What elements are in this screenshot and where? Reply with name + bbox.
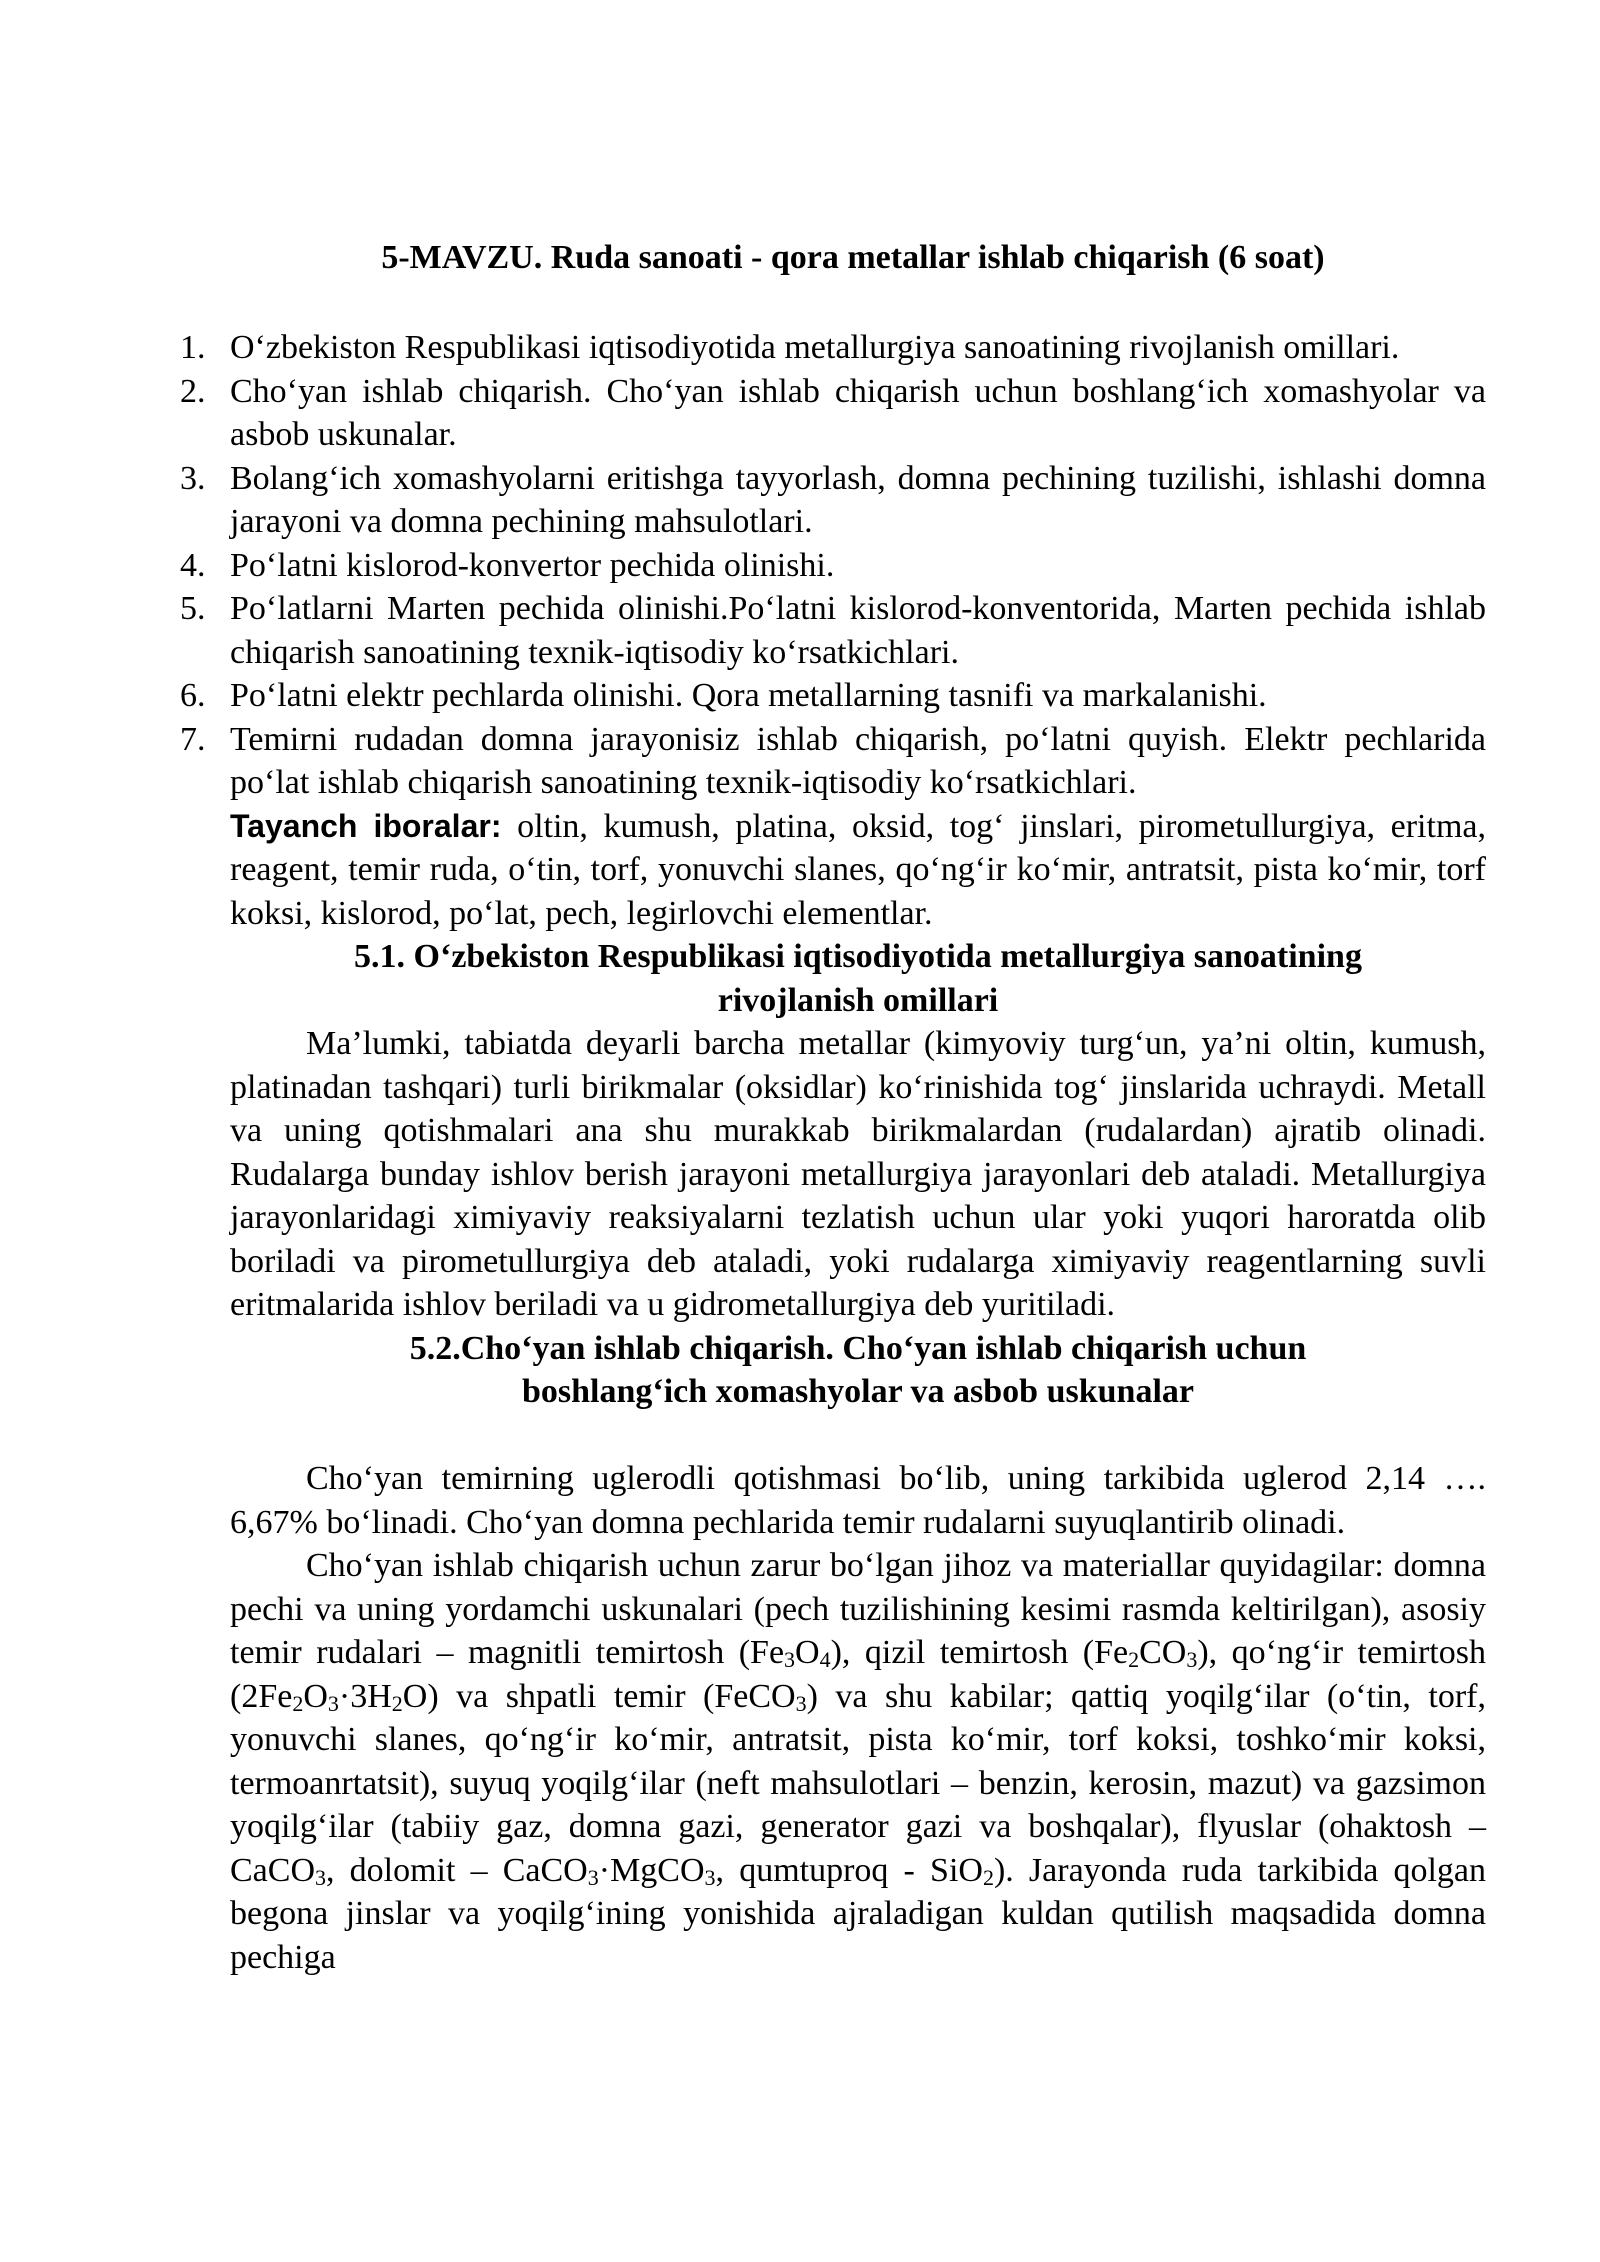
subscript: 3 [704,1864,716,1890]
subscript: 2 [982,1864,994,1890]
text-run: O [795,1634,820,1671]
list-item-text: Po‘latlarni Marten pechida olinishi.Po‘latni kislorod-konventorida, Marten pechida ishlab chiqarish sanoatining texnik-iqtisodiy ko‘rsatkichlari. [230,590,1486,671]
list-item-number: 6. [180,677,206,714]
document-body [180,236,1486,1979]
list-item-text: Po‘latni elektr pechlarda olinishi. Qora metallarning tasnifi va markalanishi. [230,677,1267,714]
text-run: ), qizil temirtosh (Fe [830,1634,1129,1671]
section-2-heading [180,1327,1486,1414]
page-title: 5-MAVZU. Ruda sanoati - qora metallar ishlab chiqarish (6 soat) [381,239,1325,276]
text-run: ). Jarayonda ruda tarkibida qolgan begona jinslar va yoqilg‘ining yonishida ajraladigan kuldan qutilish maqsadida domna pechiga [230,1851,1486,1976]
section-1-heading [180,935,1486,1022]
subscript: 2 [292,1690,304,1716]
list-item [180,674,1486,718]
section-2-paragraph-2 [180,1544,1486,1979]
keywords-paragraph [180,805,1486,936]
list-item [180,326,1486,370]
keywords-text: oltin, kumush, platina, oksid, tog‘ jinslari, pirometullurgiya, eritma, reagent, temir ruda, o‘tin, torf, yonuvchi slanes, qo‘ng‘ir ko‘mir, antratsit, pista ko‘mir, torf koksi, kislorod, po‘lat, pech, legirlovchi elementlar. [230,807,1486,932]
keywords-label: Tayanch iboralar: [230,807,502,844]
section-2-paragraph-1: Cho‘yan temirning uglerodli qotishmasi bo‘lib, uning tarkibida uglerod 2,14 …. 6,67% bo‘linadi. Cho‘yan domna pechlarida temir rudalarni suyuqlantirib olinadi. [230,1460,1486,1541]
list-item-number: 7. [180,720,206,758]
section-1-heading-line-1: 5.1. O‘zbekiston Respublikasi iqtisodiyotida metallurgiya sanoatining [354,938,1362,975]
text-run: O [303,1677,328,1715]
subscript: 3 [327,1690,339,1716]
text-run: ) va shu kabilar; qattiq yoqilg‘ilar (o‘tin, torf, yonuvchi slanes, qo‘ng‘ir ko‘mir, antratsit, pista ko‘mir, torf koksi, toshko‘mir koksi, termoanrtatsit), suyuq yoqilg‘ilar (neft mahsulotlari – benzin, kerosin, mazut) va gazsimon yoqilg‘ilar (tabiiy gaz, domna gazi, generator gazi va boshqalar), flyuslar (ohaktosh – CaCO [230,1677,1486,1889]
section-2-heading-line-2: boshlang‘ich xomashyolar va asbob uskunalar [521,1373,1194,1410]
subscript: 3 [784,1647,796,1672]
subscript: 3 [587,1864,599,1890]
text-run: O) va shpatli temir (FeCO [402,1677,796,1715]
list-item-text: Bolang‘ich xomashyolarni eritishga tayyorlash, domna pechining tuzilishi, ishlashi domna jarayoni va domna pechining mahsulotlari. [230,459,1486,540]
list-item-text: Po‘latni kislorod-konvertor pechida olinishi. [230,546,835,584]
topics-list [180,326,1486,805]
list-item [180,718,1486,805]
text-run: CO [1139,1634,1187,1671]
text-run: ), qo‘ng‘ir temirtosh (2Fe [230,1634,1486,1715]
text-run: Cho‘yan ishlab chiqarish uchun zarur bo‘lgan jihoz va materiallar quyidagilar: domna pechi va uning yordamchi uskunalari (pech tuzilishining kesimi rasmda keltirilgan), asosiy temir rudalari – magnitli temirtosh (Fe [230,1547,1486,1671]
list-item [180,370,1486,457]
text-run: ·MgCO [598,1851,705,1889]
list-item-text: Cho‘yan ishlab chiqarish. Cho‘yan ishlab chiqarish uchun boshlang‘ich xomashyolar va asbob uskunalar. [230,372,1486,453]
subscript: 3 [1186,1647,1198,1672]
section-1-heading-line-2: rivojlanish omillari [717,981,999,1019]
section-1-paragraph: Ma’lumki, tabiatda deyarli barcha metallar (kimyoviy turg‘un, ya’ni oltin, kumush, platinadan tashqari) turli birikmalar (oksidlar) ko‘rinishida tog‘ jinslarida uchraydi. Metall va uning qotishmalari ana shu murakkab birikmalardan (rudalardan) ajratib olinadi. Rudalarga bunday ishlov berish jarayoni metallurgiya jarayonlari deb ataladi. Metallurgiya jarayonlaridagi ximiyaviy reaksiyalarni tezlatish uchun ular yoki yuqori haroratda olib boriladi va pirometullurgiya deb ataladi, yoki rudalarga ximiyaviy reagentlarning suvli eritmalarida ishlov beriladi va u gidrometallurgiya deb yuritiladi. [230,1025,1486,1323]
subscript: 2 [391,1690,403,1716]
subscript: 2 [1128,1647,1140,1672]
subscript: 3 [795,1690,807,1716]
text-run: , qumtuproq - SiO [715,1851,983,1889]
text-run: , dolomit – CaCO [326,1851,588,1889]
list-item [180,587,1486,674]
list-item [180,544,1486,588]
list-item-text: Temirni rudadan domna jarayonisiz ishlab chiqarish, po‘latni quyish. Elektr pechlarida po‘lat ishlab chiqarish sanoatining texnik-iqtisodiy ko‘rsatkichlari. [230,720,1486,801]
list-item-text: O‘zbekiston Respublikasi iqtisodiyotida metallurgiya sanoatining rivojlanish omillari. [230,329,1400,366]
text-run: ·3H [338,1677,392,1715]
blank-line [180,1414,1486,1458]
list-item-number: 2. [180,372,206,410]
section-2-heading-line-1: 5.2.Cho‘yan ishlab chiqarish. Cho‘yan ishlab chiqarish uchun [409,1329,1307,1367]
subscript: 4 [819,1647,831,1672]
list-item-number: 5. [180,590,206,627]
list-item-number: 4. [180,546,206,584]
list-item [180,457,1486,544]
list-item-number: 3. [180,459,206,497]
subscript: 3 [315,1864,326,1890]
list-item-number: 1. [180,329,206,366]
